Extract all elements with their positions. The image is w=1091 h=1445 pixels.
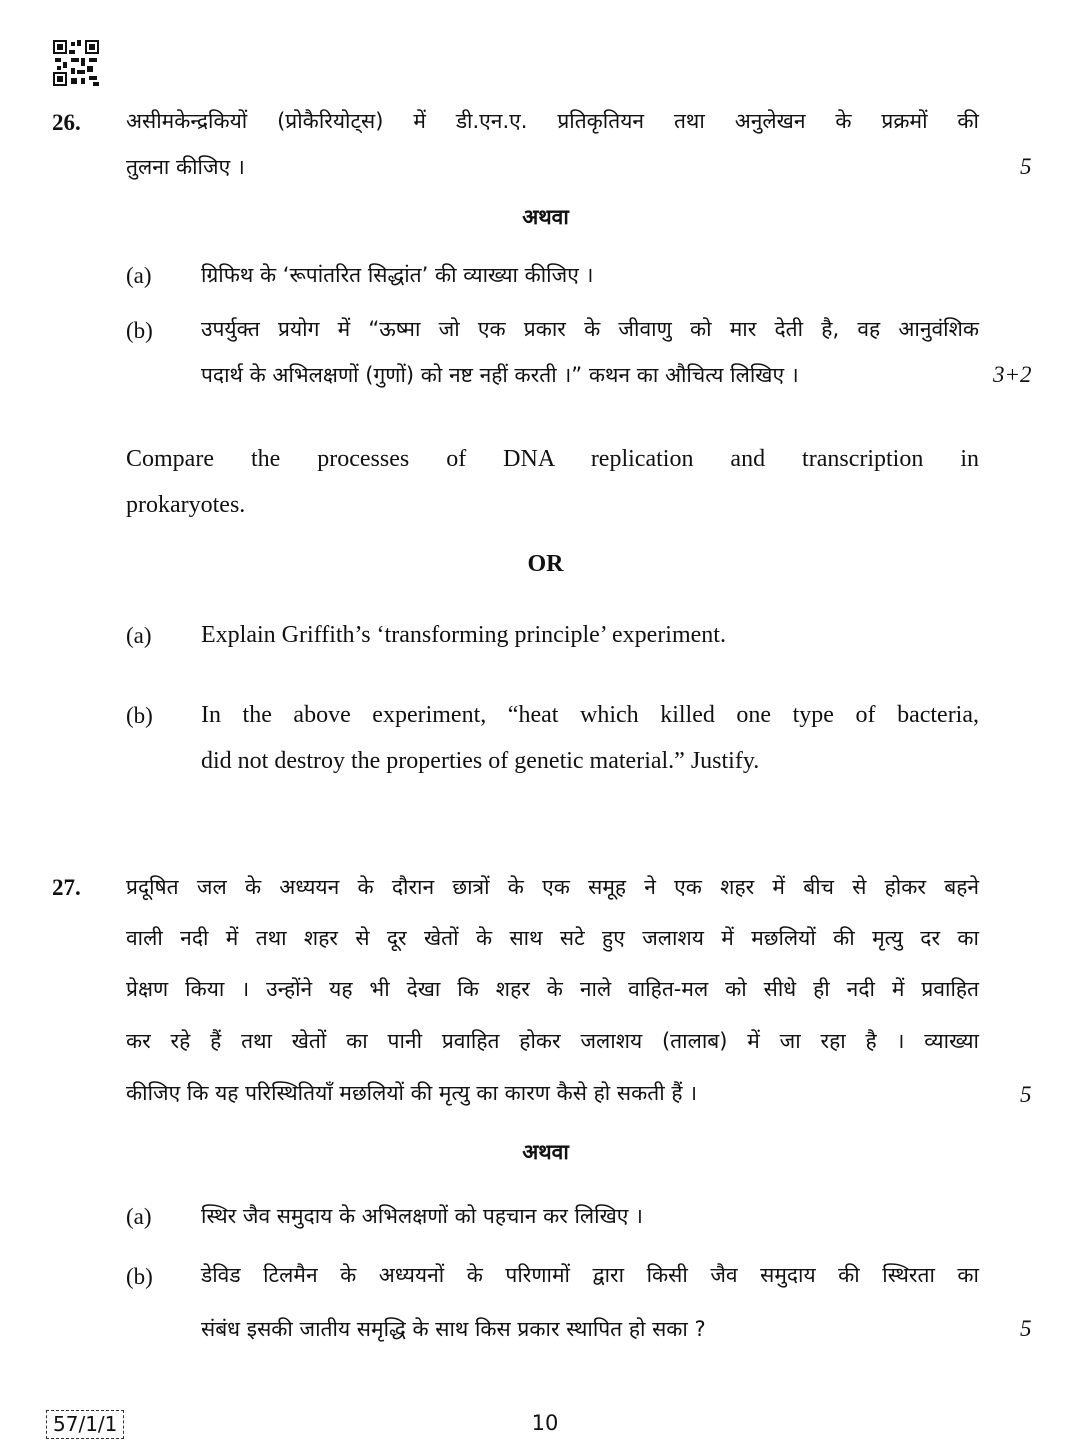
or-heading-hindi: अथवा <box>522 205 569 229</box>
question-text-hindi-line: वाली नदी में तथा शहर से दूर खेतों के साथ सटे हुए जलाशय में मछलियों की मृत्यु दर का <box>126 926 979 950</box>
question-text-hindi-line: कीजिए कि यह परिस्थितियाँ मछलियों की मृत्यु का कारण कैसे हो सकती हैं । <box>126 1081 698 1105</box>
option-b-text-hindi-line: उपर्युक्त प्रयोग में “ऊष्मा जो एक प्रकार के जीवाणु को मार देती है, वह आनुवंशिक <box>201 317 979 341</box>
question-text-hindi-line: प्रदूषित जल के अध्ययन के दौरान छात्रों के एक समूह ने एक शहर में बीच से होकर बहने <box>126 875 979 899</box>
marks: 5 <box>1020 1082 1032 1107</box>
paper-code: 57/1/1 <box>46 1410 124 1439</box>
or-heading-hindi: अथवा <box>522 1140 569 1164</box>
question-text-english-line: prokaryotes. <box>126 492 246 518</box>
option-label: (a) <box>126 1204 152 1229</box>
option-label: (a) <box>126 623 152 648</box>
marks: 5 <box>1020 154 1032 179</box>
option-a-text-hindi: ग्रिफिथ के ‘रूपांतरित सिद्धांत’ की व्याख्या कीजिए । <box>201 263 594 287</box>
option-b-text-english-line: In the above experiment, “heat which killed one type of bacteria, <box>201 702 979 728</box>
question-text-hindi-line: तुलना कीजिए । <box>126 155 245 179</box>
question-number: 27. <box>52 875 81 900</box>
qr-code-icon <box>53 40 99 86</box>
question-number: 26. <box>52 110 81 135</box>
question-text-hindi-line: प्रेक्षण किया । उन्होंने यह भी देखा कि शहर के नाले वाहित-मल को सीधे ही नदी में प्रवाहित <box>126 977 979 1001</box>
option-label: (b) <box>126 703 153 728</box>
question-text-english-line: Compare the processes of DNA replication and transcription in <box>126 446 979 472</box>
option-b-text-english-line: did not destroy the properties of genetic material.” Justify. <box>201 748 760 774</box>
option-a-text-english: Explain Griffith’s ‘transforming principle’ experiment. <box>201 622 726 648</box>
marks: 5 <box>1020 1316 1032 1341</box>
option-b-text-hindi-line: संबंध इसकी जातीय समृद्धि के साथ किस प्रकार स्थापित हो सका ? <box>201 1317 706 1341</box>
or-heading-english: OR <box>527 551 564 577</box>
option-b-text-hindi-line: पदार्थ के अभिलक्षणों (गुणों) को नष्ट नहीं करती ।” कथन का औचित्य लिखिए । <box>201 363 799 387</box>
marks: 3+2 <box>993 362 1032 387</box>
option-label: (b) <box>126 318 153 343</box>
question-text-hindi-line: असीमकेन्द्रकियों (प्रोकैरियोट्स) में डी.एन.ए. प्रतिकृतियन तथा अनुलेखन के प्रक्रमों की <box>126 109 979 133</box>
option-a-text-hindi: स्थिर जैव समुदाय के अभिलक्षणों को पहचान कर लिखिए । <box>201 1204 644 1228</box>
question-text-hindi-line: कर रहे हैं तथा खेतों का पानी प्रवाहित होकर जलाशय (तालाब) में जा रहा है । व्याख्या <box>126 1029 979 1053</box>
option-b-text-hindi-line: डेविड टिलमैन के अध्ययनों के परिणामों द्वारा किसी जैव समुदाय की स्थिरता का <box>201 1263 979 1287</box>
page-number: 10 <box>531 1411 559 1435</box>
option-label: (b) <box>126 1264 153 1289</box>
option-label: (a) <box>126 263 152 288</box>
